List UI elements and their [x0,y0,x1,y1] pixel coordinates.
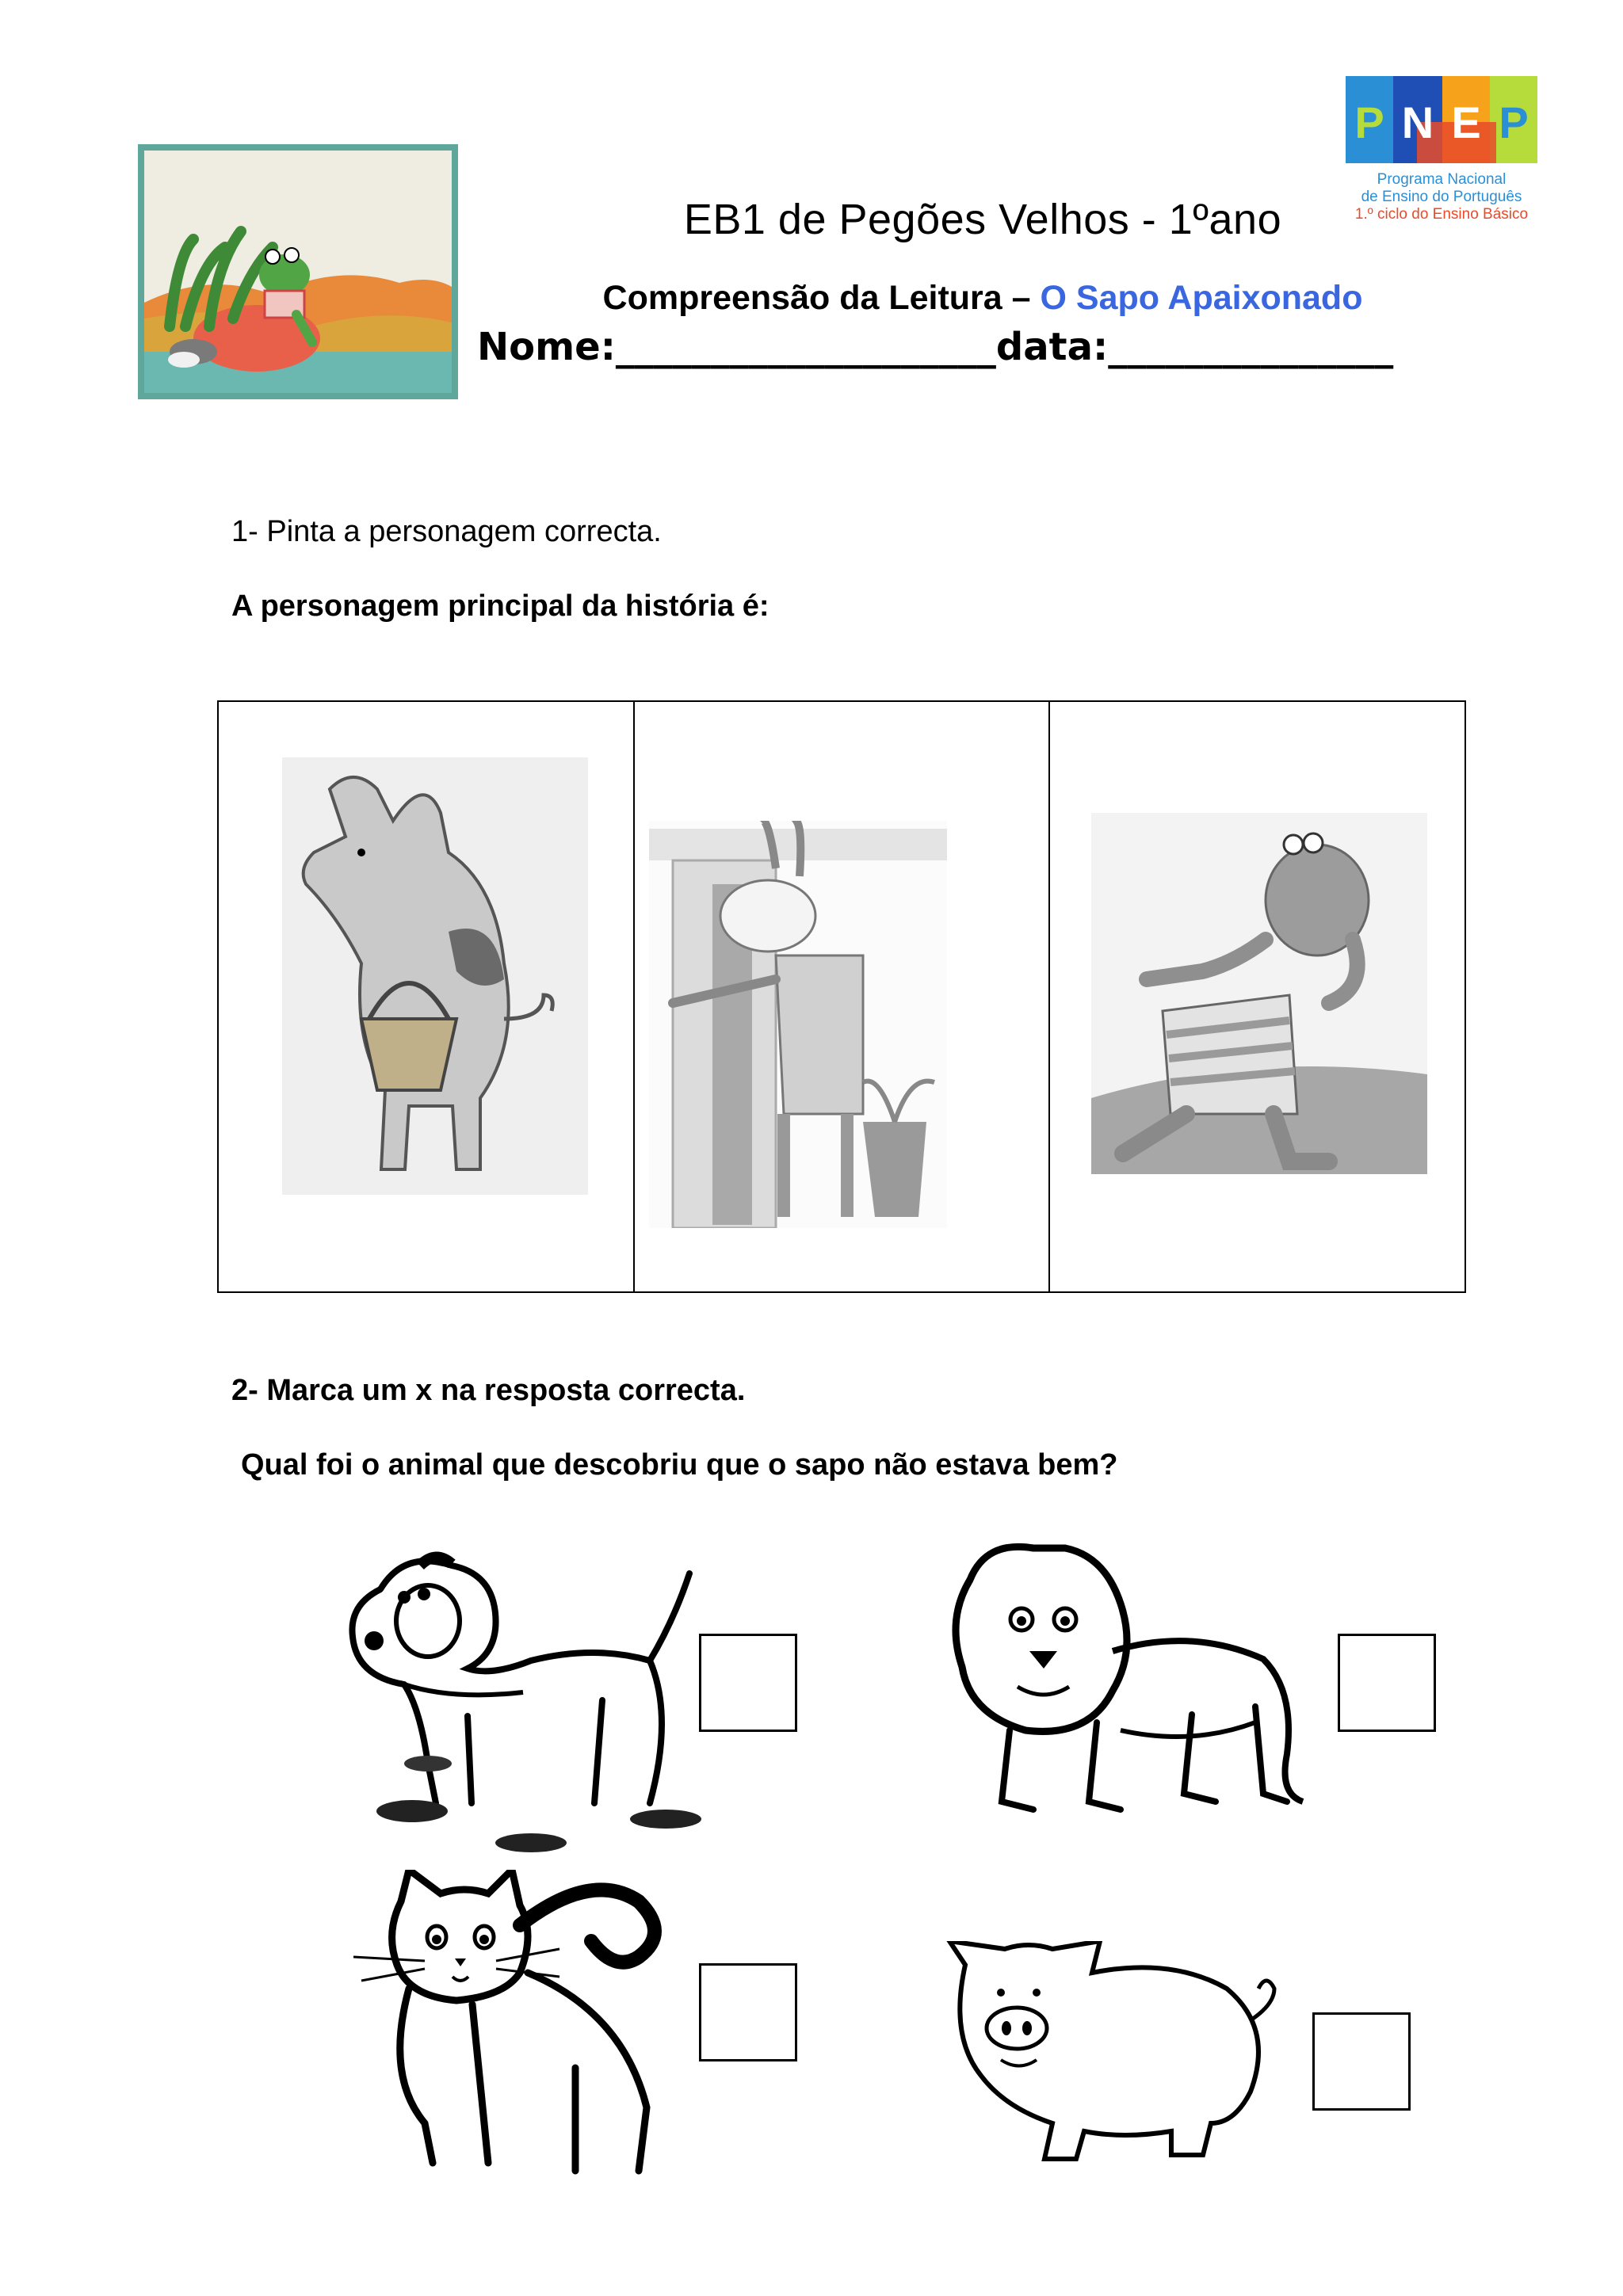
dog-drawing [333,1542,723,1857]
frog-cover-illustration [138,144,458,399]
character-option-pig[interactable] [219,702,633,1291]
question-1-instruction: 1- Pinta a personagem correcta. [231,515,662,548]
lion-drawing [938,1532,1309,1840]
subtitle-prefix: Compreensão da Leitura – [602,279,1031,317]
pig-drawing [934,1941,1290,2164]
svg-text:Programa Nacional: Programa Nacional [1377,171,1507,188]
date-blank[interactable]: _______________ [1108,325,1394,369]
cat-drawing [353,1870,686,2185]
pig-character-image [282,757,588,1195]
answer-box-cat[interactable] [699,1963,797,2061]
story-title: O Sapo Apaixonado [1040,279,1363,317]
question-2-instruction: 2- Marca um x na resposta correcta. [231,1374,746,1407]
answer-box-lion[interactable] [1338,1634,1436,1732]
character-option-hare[interactable] [633,702,1049,1291]
date-label: data: [995,325,1109,369]
svg-text:P: P [1499,97,1529,147]
name-label: Nome: [477,325,616,369]
name-date-line [477,325,1393,369]
book-cover-image [138,144,458,399]
character-option-frog[interactable] [1048,702,1465,1291]
worksheet-subtitle [0,279,1623,318]
answer-box-dog[interactable] [699,1634,797,1732]
svg-text:de Ensino do Português: de Ensino do Português [1361,189,1522,205]
hare-character-image [649,821,947,1228]
svg-text:P: P [1354,97,1384,147]
svg-text:E: E [1451,97,1481,147]
svg-text:1.º ciclo do Ensino Básico: 1.º ciclo do Ensino Básico [1354,206,1529,223]
character-choice-table [217,700,1466,1293]
frog-character-image [1091,813,1427,1174]
name-blank[interactable]: ____________________ [615,325,996,369]
question-2-prompt: Qual foi o animal que descobriu que o sapo não estava bem? [241,1448,1118,1482]
answer-box-pig[interactable] [1312,2012,1411,2111]
question-1-prompt: A personagem principal da história é: [231,589,769,623]
school-title: EB1 de Pegões Velhos - 1ºano [683,196,1282,243]
svg-text:N: N [1401,97,1434,147]
